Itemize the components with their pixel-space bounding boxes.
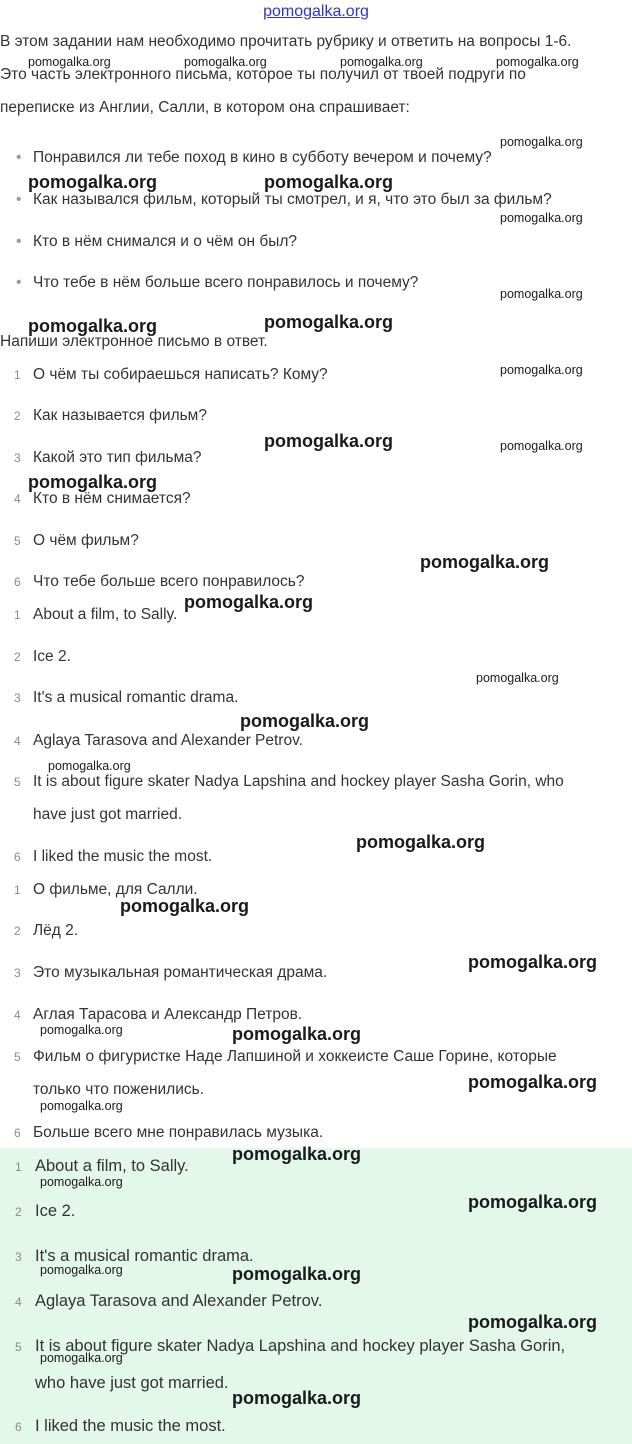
question-text: Какой это тип фильма? (33, 449, 202, 466)
site-title-link[interactable]: pomogalka.org (263, 3, 369, 20)
watermark: pomogalka.org (232, 1388, 362, 1408)
answer-text: Больше всего мне понравилась музыка. (33, 1124, 324, 1141)
watermark: pomogalka.org (420, 552, 550, 572)
watermark: pomogalka.org (40, 1023, 123, 1037)
answer-number: 2 (15, 1205, 22, 1219)
answer-text: It's a musical romantic drama. (33, 689, 239, 706)
answer-text: О фильме, для Салли. (33, 881, 198, 898)
answer-number: 6 (14, 850, 21, 864)
watermark: pomogalka.org (40, 1099, 123, 1113)
answer-number: 4 (15, 1295, 22, 1309)
question-text: Что тебе больше всего понравилось? (33, 573, 305, 590)
watermark: pomogalka.org (28, 316, 158, 336)
bullet-item: Как назывался фильм, который ты смотрел, и я, что это был за фильм? (33, 191, 552, 208)
watermark: pomogalka.org (40, 1175, 123, 1189)
bullet-item: Понравился ли тебе поход в кино в субботу вечером и почему? (33, 149, 492, 166)
intro-line-3: переписке из Англии, Салли, в котором она спрашивает: (0, 99, 410, 116)
watermark: pomogalka.org (184, 592, 314, 612)
answer-text: Ice 2. (33, 648, 71, 665)
answer-text: It is about figure skater Nadya Lapshina and hockey player Sasha Gorin, who (33, 773, 564, 790)
watermark: pomogalka.org (500, 135, 583, 149)
watermark: pomogalka.org (500, 363, 583, 377)
watermark: pomogalka.org (28, 172, 158, 192)
answer-number: 4 (14, 734, 21, 748)
question-text: О чём фильм? (33, 532, 139, 549)
watermark: pomogalka.org (264, 172, 394, 192)
answer-number: 1 (14, 608, 21, 622)
question-number: 3 (14, 451, 21, 465)
watermark: pomogalka.org (468, 1072, 598, 1092)
watermark: pomogalka.org (500, 287, 583, 301)
bullet-marker: • (16, 149, 22, 166)
answer-text: Аглая Тарасова и Александр Петров. (33, 1006, 303, 1023)
watermark: pomogalka.org (240, 711, 370, 731)
watermark: pomogalka.org (468, 952, 598, 972)
watermark: pomogalka.org (340, 55, 423, 69)
answer-number: 1 (15, 1160, 22, 1174)
watermark: pomogalka.org (184, 55, 267, 69)
bullet-marker: • (16, 274, 22, 291)
answer-text: I liked the music the most. (35, 1417, 226, 1435)
answer-number: 3 (15, 1250, 22, 1264)
answer-text: It's a musical romantic drama. (35, 1247, 254, 1265)
answer-text: About a film, to Sally. (33, 606, 178, 623)
answer-text: Это музыкальная романтическая драма. (33, 964, 328, 981)
intro-line-1: В этом задании нам необходимо прочитать рубрику и ответить на вопросы 1-6. (0, 33, 572, 50)
watermark: pomogalka.org (232, 1264, 362, 1284)
watermark: pomogalka.org (476, 671, 559, 685)
answer-number: 5 (15, 1340, 22, 1354)
answer-number: 3 (14, 966, 21, 980)
watermark: pomogalka.org (28, 55, 111, 69)
intro-line-2: Это часть электронного письма, которое ты получил от твоей подруги по (0, 66, 526, 83)
bullet-item: Кто в нём снимался и о чём он был? (33, 233, 298, 250)
answer-number: 2 (14, 924, 21, 938)
question-text: О чём ты собираешься написать? Кому? (33, 366, 328, 383)
answer-number: 2 (14, 650, 21, 664)
watermark: pomogalka.org (40, 1263, 123, 1277)
answer-number: 5 (14, 775, 21, 789)
watermark: pomogalka.org (500, 211, 583, 225)
watermark: pomogalka.org (468, 1312, 598, 1332)
watermark: pomogalka.org (40, 1351, 123, 1365)
task-text: Напиши электронное письмо в ответ. (0, 333, 268, 350)
watermark: pomogalka.org (28, 472, 158, 492)
question-text: Кто в нём снимается? (33, 490, 191, 507)
watermark: pomogalka.org (496, 55, 579, 69)
watermark: pomogalka.org (48, 759, 131, 773)
watermark: pomogalka.org (468, 1192, 598, 1212)
answer-text: Фильм о фигуристке Наде Лапшиной и хоккеисте Саше Горине, которые (33, 1048, 557, 1065)
question-number: 1 (14, 368, 21, 382)
answer-number: 4 (14, 1008, 21, 1022)
question-number: 5 (14, 534, 21, 548)
question-text: Как называется фильм? (33, 407, 207, 424)
watermark: pomogalka.org (264, 312, 394, 332)
answer-text: Ice 2. (35, 1202, 76, 1220)
watermark: pomogalka.org (232, 1144, 362, 1164)
answer-number: 3 (14, 691, 21, 705)
answer-text: I liked the music the most. (33, 848, 213, 865)
answer-number: 1 (14, 883, 21, 897)
watermark: pomogalka.org (500, 439, 583, 453)
answer-text: Лёд 2. (33, 922, 79, 939)
watermark: pomogalka.org (120, 896, 250, 916)
watermark: pomogalka.org (264, 431, 394, 451)
question-number: 4 (14, 492, 21, 506)
answer-number: 5 (14, 1050, 21, 1064)
answer-text: It is about figure skater Nadya Lapshina and hockey player Sasha Gorin, (35, 1337, 566, 1355)
watermark: pomogalka.org (232, 1024, 362, 1044)
answer-number: 6 (14, 1126, 21, 1140)
answer-text: About a film, to Sally. (35, 1157, 189, 1175)
question-number: 6 (14, 575, 21, 589)
bullet-marker: • (16, 191, 22, 208)
answer-number: 6 (15, 1420, 22, 1434)
answer-text-continued: только что поженились. (33, 1081, 205, 1098)
bullet-item: Что тебе в нём больше всего понравилось и почему? (33, 274, 419, 291)
watermark: pomogalka.org (356, 832, 486, 852)
answer-text-continued: have just got married. (33, 806, 183, 823)
answer-text-continued: who have just got married. (35, 1374, 229, 1392)
bullet-marker: • (16, 233, 22, 250)
question-number: 2 (14, 409, 21, 423)
answer-text: Aglaya Tarasova and Alexander Petrov. (33, 732, 303, 749)
answer-text: Aglaya Tarasova and Alexander Petrov. (35, 1292, 323, 1310)
